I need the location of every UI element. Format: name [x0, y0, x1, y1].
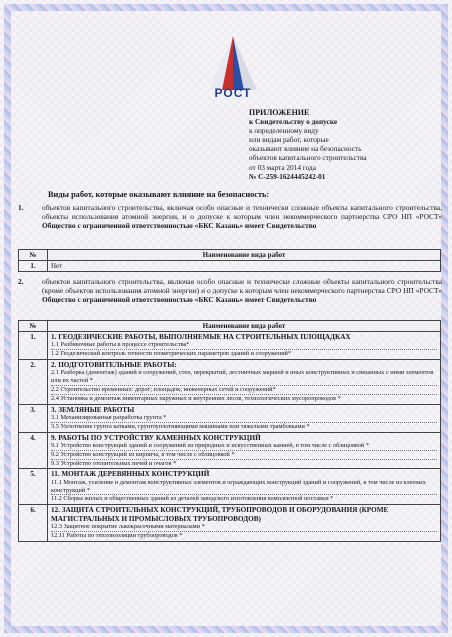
logo-text: РОСТ [214, 86, 252, 100]
table-row [19, 404, 441, 432]
row-content [48, 432, 441, 469]
row-num: 6. [19, 505, 48, 541]
section-title: 9. РАБОТЫ ПО УСТРОЙСТВУ КАМЕННЫХ КОНСТРУКЦИЙ [51, 433, 261, 442]
table-row [19, 469, 441, 505]
table-row [19, 505, 441, 541]
col-header-num: № [19, 321, 48, 332]
work-item: 2.4 Установка и демонтаж инвентарных наружных и внутренних лесов, технологических мусоропроводов * [51, 394, 341, 402]
row-name: Нет [48, 261, 441, 272]
appendix-line: или видам работ, которые [249, 135, 329, 145]
section-title: 12. ЗАЩИТА СТРОИТЕЛЬНЫХ КОНСТРУКЦИЙ, ТРУБОПРОВОДОВ И ОБОРУДОВАНИЯ (КРОМЕ МАГИСТРАЛЬНЫХ И ПРОМЫСЛОВЫХ ТРУБОПРОВОДОВ) [51, 506, 389, 523]
certificate-number: № С-259-1624445242-01 [249, 171, 326, 181]
section-title: 2. ПОДГОТОВИТЕЛЬНЫЕ РАБОТЫ: [51, 361, 177, 369]
row-num: 4. [19, 432, 48, 469]
row-num: 1. [19, 261, 48, 272]
table-row [19, 432, 441, 469]
clause-bold: Общество с ограниченной ответственностью «БКС Казань» имеет Свидетельство [42, 295, 317, 305]
section-title: 11. МОНТАЖ ДЕРЕВЯННЫХ КОНСТРУКЦИЙ [51, 470, 210, 479]
table-row [19, 261, 441, 272]
table-row [19, 360, 441, 405]
work-item: 11.2 Сборка жилых и общественных зданий из деталей заводского изготовления комплектной поставки * [51, 495, 334, 503]
work-item: 11.1 Монтаж, усиление и демонтаж конструктивных элементов и ограждающих конструкций зданий и сооружений, в том числе из клееных конструкций * [51, 479, 437, 496]
col-header-name: Наименование вида работ [48, 321, 441, 332]
table-works-1 [18, 249, 441, 272]
work-item: 3.5 Уплотнение грунта катками, грунтоуплотняющими машинами или тяжелыми трамбовками * [51, 422, 310, 430]
work-item: 1.2 Геодезический контроль точности геометрических параметров зданий и сооружений* [51, 350, 292, 358]
clause-text [42, 203, 442, 231]
clause-number: 1. [18, 203, 24, 212]
work-item: 2.1 Разборка (демонтаж) зданий и сооружений, стен, перекрытий, лестничных маршей и иных конструктивных и связанных с ними элементов или их частей * [51, 369, 437, 386]
clause-bold: Общество с ограниченной ответственностью «БКС Казань» имеет Свидетельство [42, 221, 317, 231]
col-header-name: Наименование вида работ [48, 250, 441, 261]
intro-heading: Виды работ, которые оказывают влияние на безопасность: [48, 190, 270, 199]
row-content [48, 332, 441, 360]
clause-body: объектов капитального строительства, включая особо опасные и технически сложные объекты капитального строительства (кроме объектов использования атомной энергии) и о допуске к которым член некоммерческого партнерства СРО НП «РОСТ» [42, 277, 442, 296]
row-num: 1. [19, 332, 48, 360]
col-header-num: № [19, 250, 48, 261]
section-title: 1. ГЕОДЕЗИЧЕСКИЕ РАБОТЫ, ВЫПОЛНЯЕМЫЕ НА СТРОИТЕЛЬНЫХ ПЛОЩАДКАХ [51, 333, 351, 341]
work-item: 2.2 Строительство временных: дорог; площадок; инженерных сетей и сооружений* [51, 386, 437, 395]
appendix-line: от 03 марта 2014 года [249, 162, 317, 172]
clause-text [42, 277, 442, 305]
appendix-line: объектов капитального строительства [249, 153, 367, 163]
clause-number: 2. [18, 277, 24, 286]
work-item: 12.3 Защитное покрытие лакокрасочными материалами * [51, 523, 437, 532]
work-item: 3.1 Механизированная разработка грунта * [51, 414, 437, 423]
work-item: 9.3 Устройство отопительных печей и очагов * [51, 459, 177, 467]
section-title: 3. ЗЕМЛЯНЫЕ РАБОТЫ [51, 405, 135, 414]
appendix-title: ПРИЛОЖЕНИЕ [249, 108, 310, 117]
row-content [48, 360, 441, 405]
table-row [19, 332, 441, 360]
row-content [48, 404, 441, 432]
row-num: 2. [19, 360, 48, 405]
row-num: 5. [19, 469, 48, 505]
row-content [48, 469, 441, 505]
appendix-line: к Свидетельству о допуске [249, 117, 338, 127]
clause-body: объектов капитального строительства, включая особо опасные и технически сложные объекты капитального строительства, объекты использования атомной энергии, и о допуске к которым член некоммерческого партнерства СРО НП «РОСТ» [42, 203, 442, 222]
work-item: 9.1 Устройство конструкций зданий и сооружений из природных и искусственных камней, в том числе с облицовкой * [51, 442, 437, 451]
row-num: 3. [19, 404, 48, 432]
appendix-line: к определенному виду [249, 126, 319, 136]
work-item: 1.1 Разбивочные работы в процессе строительства* [51, 341, 437, 350]
appendix-header [249, 108, 439, 181]
row-content [48, 505, 441, 541]
appendix-line: оказывают влияние на безопасность [249, 144, 362, 154]
work-item: 12.11 Работы по теплоизоляции трубопроводов * [51, 531, 183, 539]
table-works-2 [18, 320, 441, 542]
work-item: 9.2 Устройство конструкций из кирпича, в том числе с облицовкой * [51, 451, 437, 460]
